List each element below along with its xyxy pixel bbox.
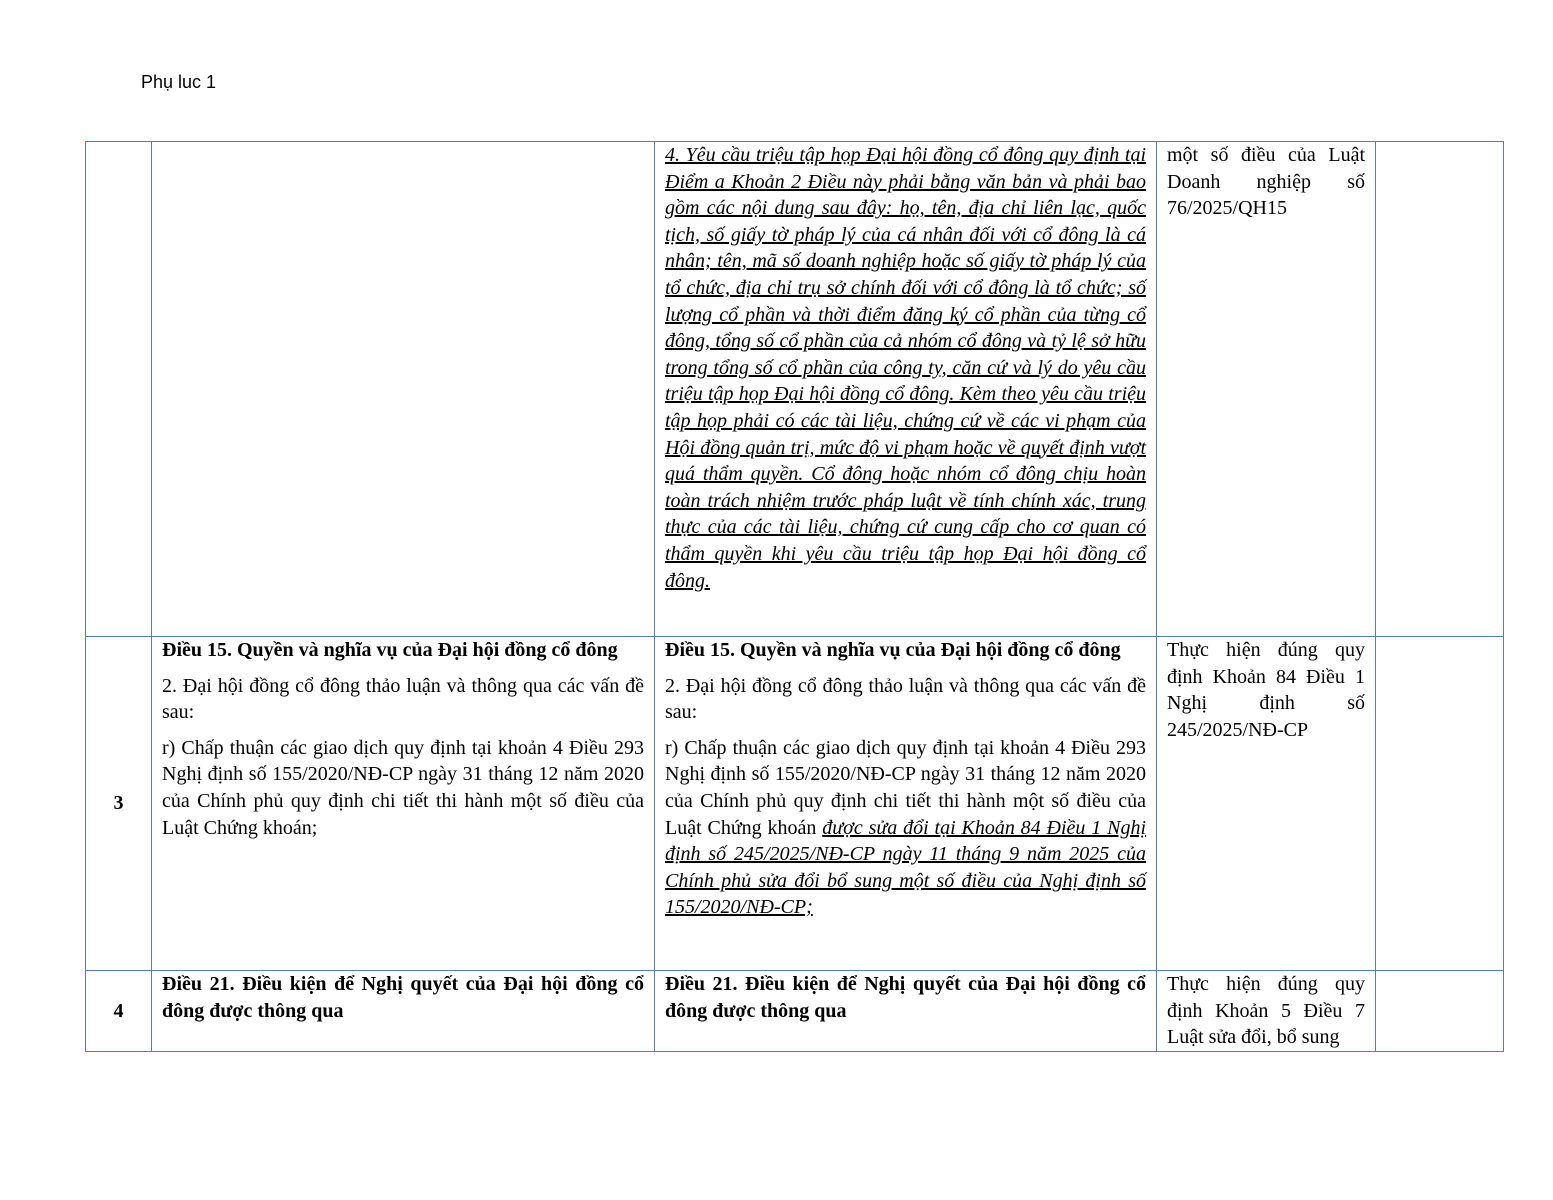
amended-text-cell — [655, 142, 1157, 637]
table-row — [86, 637, 1504, 971]
amended-text-cell — [655, 971, 1157, 1052]
row-number-cell: 3 — [86, 637, 152, 971]
reason-cell: Thực hiện đúng quy định Khoản 84 Điều 1 Nghị định số 245/2025/NĐ-CP — [1157, 637, 1376, 971]
article-title: Điều 15. Quyền và nghĩa vụ của Đại hội đồng cổ đông — [665, 639, 1121, 661]
current-text-cell — [152, 637, 655, 971]
note-cell — [1376, 142, 1504, 637]
reason-cell: Thực hiện đúng quy định Khoản 5 Điều 7 Luật sửa đổi, bổ sung — [1157, 971, 1376, 1052]
point-text — [665, 735, 1146, 921]
article-title: Điều 21. Điều kiện để Nghị quyết của Đại hội đồng cổ đông được thông qua — [665, 973, 1146, 1022]
note-cell — [1376, 971, 1504, 1052]
row-number-cell: 4 — [86, 971, 152, 1052]
point-text-plain: r) Chấp thuận các giao dịch quy định tại khoản 4 Điều 293 Nghị định số 155/2020/NĐ-CP ngày 31 tháng 12 năm 2020 của Chính phủ quy định chi tiết thi hành một số điều của Luật Chứng khoán — [665, 736, 1146, 839]
point-text: r) Chấp thuận các giao dịch quy định tại khoản 4 Điều 293 Nghị định số 155/2020/NĐ-CP ngày 31 tháng 12 năm 2020 của Chính phủ quy định chi tiết thi hành một số điều của Luật Chứng khoán; — [162, 736, 644, 839]
amended-text-cell — [655, 637, 1157, 971]
row-number-cell — [86, 142, 152, 637]
note-cell — [1376, 637, 1504, 971]
table-row — [86, 971, 1504, 1052]
point-text-amended: được sửa đổi tại Khoản 84 Điều 1 Nghị định số 245/2025/NĐ-CP ngày 11 tháng 9 năm 2025 của Chính phủ sửa đổi bổ sung một số điều của Nghị định số 155/2020/NĐ-CP; — [665, 816, 1146, 919]
amendment-table — [85, 141, 1504, 1052]
clause-text: 2. Đại hội đồng cổ đông thảo luận và thông qua các vấn đề sau: — [665, 674, 1146, 724]
current-text-cell — [152, 971, 655, 1052]
current-text-cell — [152, 142, 655, 637]
article-title: Điều 15. Quyền và nghĩa vụ của Đại hội đồng cổ đông — [162, 639, 618, 661]
article-title: Điều 21. Điều kiện để Nghị quyết của Đại hội đồng cổ đông được thông qua — [162, 973, 644, 1022]
appendix-label: Phụ luc 1 — [141, 72, 217, 92]
table-row — [86, 142, 1504, 637]
reason-cell: một số điều của Luật Doanh nghiệp số 76/2025/QH15 — [1157, 142, 1376, 637]
amended-text: 4. Yêu cầu triệu tập họp Đại hội đồng cổ đông quy định tại Điểm a Khoản 2 Điều này phải bằng văn bản và phải bao gồm các nội dung sau đây: họ, tên, địa chỉ liên lạc, quốc tịch, số giấy tờ pháp lý của cá nhân đối với cổ đông là cá nhân; tên, mã số doanh nghiệp hoặc số giấy tờ pháp lý của tổ chức, địa chỉ trụ sở chính đối với cổ đông là tổ chức; số lượng cổ phần và thời điểm đăng ký cổ phần của từng cổ đông, tổng số cổ phần của cả nhóm cổ đông và tỷ lệ sở hữu trong tổng số cổ phần của công ty, căn cứ và lý do yêu cầu triệu tập họp Đại hội đồng cổ đông. Kèm theo yêu cầu triệu tập họp phải có các tài liệu, chứng cứ về các vi phạm của Hội đồng quản trị, mức độ vi phạm hoặc về quyết định vượt quá thẩm quyền. Cổ đông hoặc nhóm cổ đông chịu hoàn toàn trách nhiệm trước pháp luật về tính chính xác, trung thực của các tài liệu, chứng cứ cung cấp cho cơ quan có thẩm quyền khi yêu cầu triệu tập họp Đại hội đồng cổ đông. — [665, 144, 1146, 592]
clause-text: 2. Đại hội đồng cổ đông thảo luận và thông qua các vấn đề sau: — [162, 674, 644, 724]
